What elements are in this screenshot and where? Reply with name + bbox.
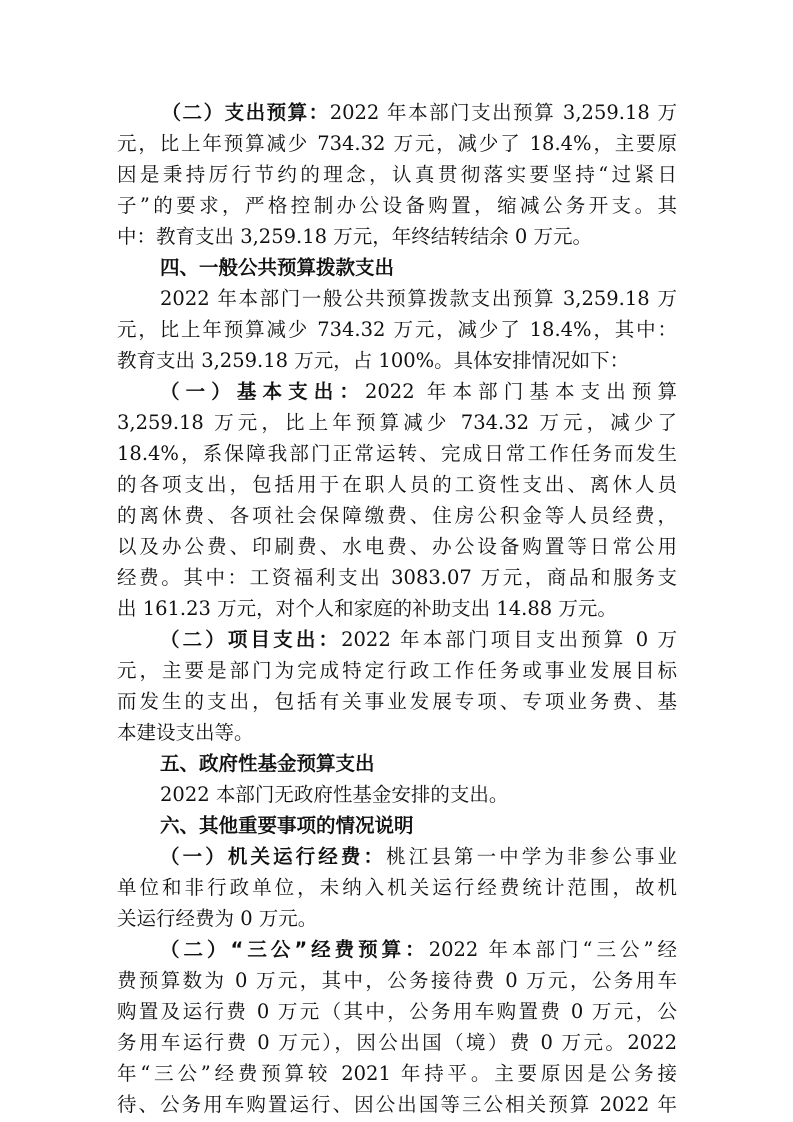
paragraph-line: 的离休费、各项社会保障缴费、住房公积金等人员经费， — [117, 504, 677, 527]
paragraph-line: 元，比上年预算减少 734.32 万元，减少了 18.4%，主要原 — [117, 132, 677, 155]
paragraph-line: 教育支出 3,259.18 万元，占 100%。具体安排情况如下： — [117, 349, 630, 372]
section-heading-inline: （二）“三公”经费预算： — [160, 938, 429, 961]
paragraph-line: 务用车运行费 0 万元），因公出国（境）费 0 万元。2022 — [117, 1031, 677, 1054]
section-heading-inline: （二）支出预算： — [160, 101, 330, 124]
section-heading-inline: （一）机关运行经费： — [160, 845, 387, 868]
paragraph-line: 3,259.18 万元，比上年预算减少 734.32 万元，减少了 — [117, 411, 677, 434]
paragraph-line: 的各项支出，包括用于在职人员的工资性支出、离休人员 — [117, 473, 677, 496]
section-heading: 五、政府性基金预算支出 — [160, 752, 375, 775]
paragraph-line: 关运行经费为 0 万元。 — [117, 907, 318, 930]
paragraph-line: 18.4%，系保障我部门正常运转、完成日常工作任务而发生 — [117, 442, 677, 465]
paragraph-line: 2022 本部门无政府性基金安排的支出。 — [160, 783, 509, 806]
section-heading-inline: （一）基本支出： — [160, 380, 365, 403]
paragraph-line: （二）支出预算：2022 年本部门支出预算 3,259.18 万 — [160, 101, 677, 124]
paragraph-line: 元，比上年预算减少 734.32 万元，减少了 18.4%，其中： — [117, 318, 677, 341]
paragraph-line: 子”的要求，严格控制办公设备购置，缩减公务开支。其 — [117, 194, 677, 217]
paragraph-line: 而发生的支出，包括有关事业发展专项、专项业务费、基 — [117, 690, 677, 713]
paragraph-line: 因是秉持厉行节约的理念，认真贯彻落实要坚持“过紧日 — [117, 163, 677, 186]
paragraph-line: 待、公务用车购置运行、因公出国等三公相关预算 2022 年 — [117, 1093, 677, 1116]
paragraph-line: 中：教育支出 3,259.18 万元，年终结转结余 0 万元。 — [117, 225, 593, 248]
section-heading: 四、一般公共预算拨款支出 — [160, 256, 395, 279]
paragraph-line: （一）基本支出：2022 年本部门基本支出预算 — [160, 380, 677, 403]
paragraph-line: 元，主要是部门为完成特定行政工作任务或事业发展目标 — [117, 659, 677, 682]
paragraph-line: 费预算数为 0 万元，其中，公务接待费 0 万元，公务用车 — [117, 969, 677, 992]
paragraph-line: 出 161.23 万元，对个人和家庭的补助支出 14.88 万元。 — [117, 597, 617, 620]
paragraph-line: （一）机关运行经费：桃江县第一中学为非参公事业 — [160, 845, 677, 868]
section-heading-inline: （二）项目支出： — [160, 628, 342, 651]
paragraph-line: （二）项目支出：2022 年本部门项目支出预算 0 万 — [160, 628, 677, 651]
paragraph-line: 单位和非行政单位，未纳入机关运行经费统计范围，故机 — [117, 876, 677, 899]
paragraph-line: 年“三公”经费预算较 2021 年持平。主要原因是公务接 — [117, 1062, 677, 1085]
paragraph-line: 以及办公费、印刷费、水电费、办公设备购置等日常公用 — [117, 535, 677, 558]
paragraph-line: 2022 年本部门一般公共预算拨款支出预算 3,259.18 万 — [160, 287, 677, 310]
paragraph-line: 本建设支出等。 — [117, 721, 254, 744]
paragraph-line: 购置及运行费 0 万元（其中，公务用车购置费 0 万元，公 — [117, 1000, 677, 1023]
section-heading: 六、其他重要事项的情况说明 — [160, 814, 414, 837]
paragraph-line: 经费。其中：工资福利支出 3083.07 万元，商品和服务支 — [117, 566, 677, 589]
paragraph-line: （二）“三公”经费预算：2022 年本部门“三公”经 — [160, 938, 677, 961]
